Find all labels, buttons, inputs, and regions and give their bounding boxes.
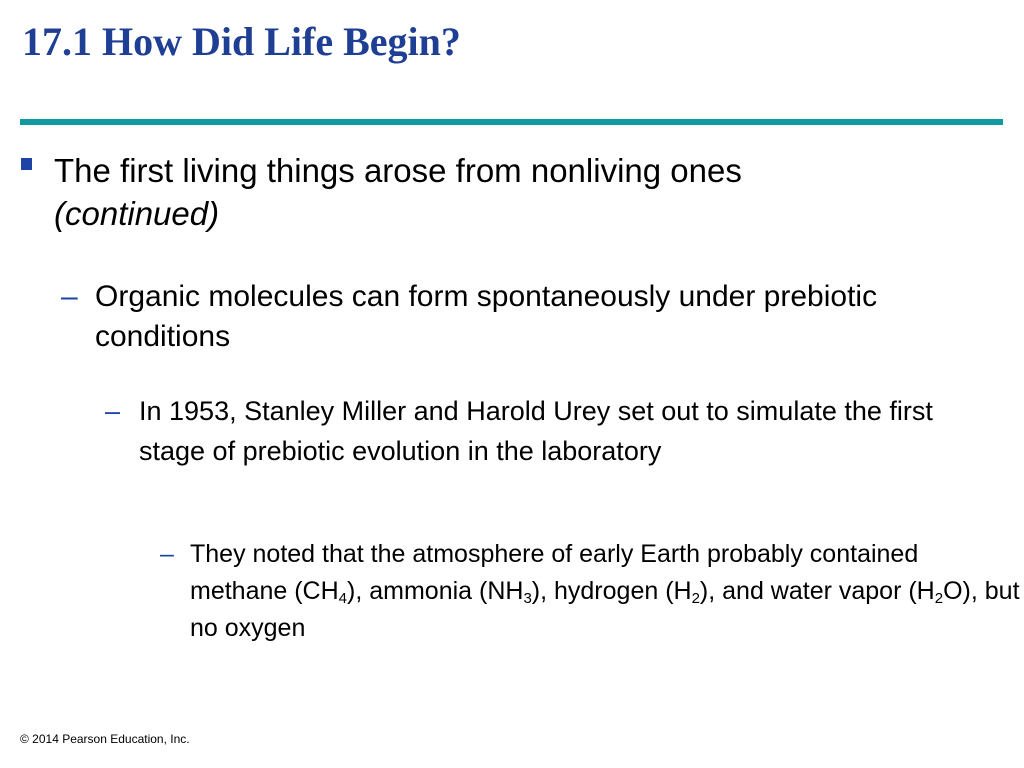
square-bullet-icon bbox=[21, 158, 32, 170]
bullet-level-4 bbox=[190, 536, 1020, 647]
subscript: 2 bbox=[934, 590, 944, 607]
continued-label: (continued) bbox=[54, 195, 220, 232]
bullet-level-3: In 1953, Stanley Miller and Harold Urey set out to simulate the first stage of prebiotic evolution in the laboratory bbox=[139, 396, 933, 466]
bullet-level-1 bbox=[54, 149, 1004, 235]
subscript: 4 bbox=[338, 590, 348, 607]
dash-bullet-icon: – bbox=[61, 280, 78, 313]
bullet-level-4-text: ), hydrogen (H bbox=[531, 577, 692, 605]
title-divider bbox=[20, 119, 1003, 125]
subscript: 2 bbox=[691, 590, 700, 607]
bullet-level-1-text: The first living things arose from nonliving ones bbox=[54, 152, 742, 189]
dash-bullet-icon: – bbox=[105, 396, 121, 426]
slide-title: 17.1 How Did Life Begin? bbox=[22, 19, 461, 64]
dash-bullet-icon: – bbox=[160, 540, 174, 568]
bullet-level-4-text: They noted that the atmosphere of early Earth probably contained methane (CH bbox=[190, 540, 919, 605]
bullet-level-2: Organic molecules can form spontaneously under prebiotic conditions bbox=[95, 280, 878, 353]
subscript: 3 bbox=[523, 590, 532, 607]
bullet-level-4-text: O), but no oxygen bbox=[190, 577, 1020, 642]
copyright-footer: © 2014 Pearson Education, Inc. bbox=[20, 732, 190, 746]
bullet-level-4-text: ), and water vapor (H bbox=[699, 577, 935, 605]
bullet-level-4-text: ), ammonia (NH bbox=[347, 577, 524, 605]
